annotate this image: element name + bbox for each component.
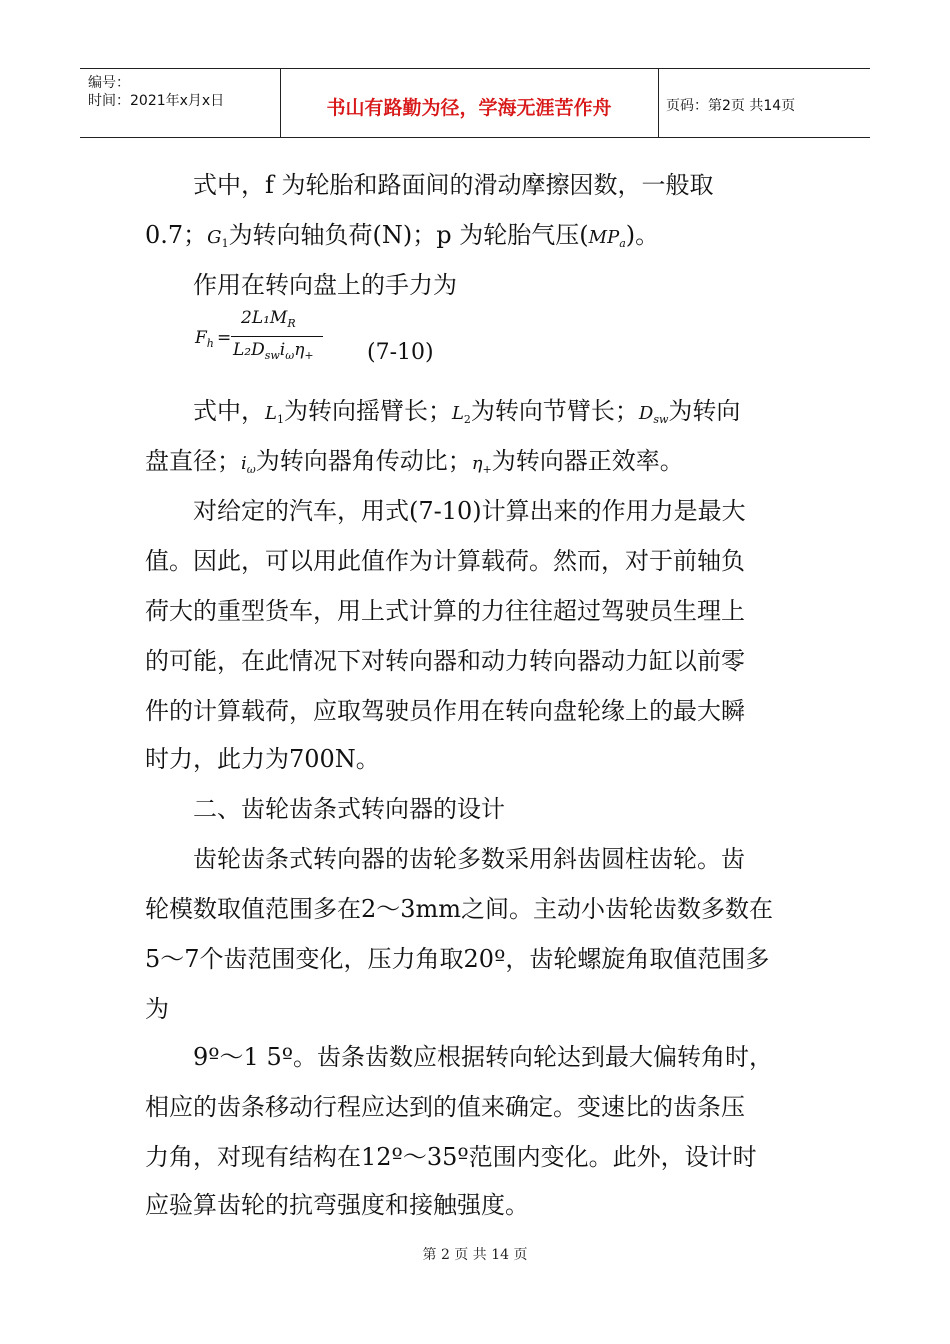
symbol-i: i (241, 453, 247, 474)
formula-symbol: η (294, 340, 305, 360)
text-span: 为转向节臂长； (470, 397, 639, 425)
text-span: 0.7； (145, 221, 208, 249)
symbol-sub: ω (246, 463, 256, 476)
text-line (193, 396, 740, 435)
text-span: 为转向轴负荷(N)；p 为轮胎气压( (228, 221, 589, 249)
symbol-MP: MP (588, 227, 620, 248)
paragraph-line: 时力，此力为700N。 (145, 745, 380, 773)
text-line (145, 446, 684, 485)
formula-symbol: 2L₁M (241, 308, 288, 328)
paragraph-line: 轮模数取值范围多在2～3mm之间。主动小齿轮齿数多数在 (145, 895, 774, 923)
paragraph-line: 力角，对现有结构在12º～35º范围内变化。此外，设计时 (145, 1143, 757, 1171)
paragraph-line: 9º～1 5º。齿条齿数应根据转向轮达到最大偏转角时， (193, 1043, 774, 1071)
paragraph-line: 相应的齿条移动行程应达到的值来确定。变速比的齿条压 (145, 1093, 745, 1121)
time-label: 时间：2021年x月x日 (88, 93, 225, 109)
page-header (80, 68, 870, 138)
formula-sub: ω (285, 349, 295, 362)
header-page-label: 页码：第2页 共14页 (666, 98, 796, 114)
paragraph-line: 的可能，在此情况下对转向器和动力转向器动力缸以前零 (145, 647, 745, 675)
text-span: )。 (625, 221, 660, 249)
formula-equals: = (217, 328, 232, 348)
formula-symbol: L₂D (233, 340, 265, 360)
symbol-sub: sw (653, 413, 669, 426)
text-span: 为转向器正效率。 (491, 447, 684, 475)
paragraph-line: 荷大的重型货车，用上式计算的力往往超过驾驶员生理上 (145, 597, 745, 625)
number-label: 编号： (88, 75, 130, 91)
symbol-sub: + (482, 463, 492, 476)
symbol-sub: 1 (221, 237, 229, 250)
text-line: 式中，f 为轮胎和路面间的滑动摩擦因数，一般取 (193, 171, 714, 199)
header-divider (658, 69, 659, 137)
symbol-L1: L (265, 403, 277, 424)
paragraph-line: 应验算齿轮的抗弯强度和接触强度。 (145, 1191, 529, 1219)
symbol-D: D (638, 403, 654, 424)
symbol-L2: L (451, 403, 464, 424)
paragraph-line: 对给定的汽车，用式(7-10)计算出来的作用力是最大 (193, 497, 746, 525)
text-span: 为转向器角传动比； (255, 447, 472, 475)
symbol-eta: η (471, 453, 483, 474)
symbol-sub: 1 (276, 413, 284, 426)
section-title: 二、齿轮齿条式转向器的设计 (193, 795, 505, 823)
text-line: 作用在转向盘上的手力为 (193, 271, 457, 299)
formula-sub: + (304, 349, 314, 362)
fraction-bar (231, 336, 323, 337)
formula-sub: h (206, 337, 214, 350)
text-line (145, 220, 659, 259)
formula-F (195, 328, 214, 350)
symbol-sub: 2 (463, 413, 471, 426)
paragraph-line: 齿轮齿条式转向器的齿轮多数采用斜齿圆柱齿轮。齿 (193, 845, 745, 873)
formula-denominator (233, 340, 314, 362)
paragraph-line: 件的计算载荷，应取驾驶员作用在转向盘轮缘上的最大瞬 (145, 697, 745, 725)
text-span: 盘直径； (145, 447, 241, 475)
formula-sub: R (287, 317, 296, 330)
symbol-sub: a (619, 237, 626, 250)
paragraph-line: 为 (145, 995, 169, 1023)
symbol-G: G (207, 227, 222, 248)
formula-symbol: F (195, 328, 207, 348)
text-span: 为转向摇臂长； (283, 397, 452, 425)
formula-sub: sw (264, 349, 280, 362)
header-motto: 书山有路勤为径，学海无涯苦作舟 (326, 97, 612, 119)
header-meta (80, 69, 280, 137)
paragraph-line: 5～7个齿范围变化，压力角取20º，齿轮螺旋角取值范围多 (145, 945, 770, 973)
formula-symbol: i (279, 340, 286, 360)
page-footer: 第 2 页 共 14 页 (422, 1247, 528, 1263)
equation-number: (7-10) (367, 340, 434, 365)
text-span: 式中， (193, 397, 265, 425)
formula-numerator (241, 308, 296, 330)
text-span: 为转向 (668, 397, 741, 425)
paragraph-line: 值。因此，可以用此值作为计算载荷。然而，对于前轴负 (145, 547, 745, 575)
